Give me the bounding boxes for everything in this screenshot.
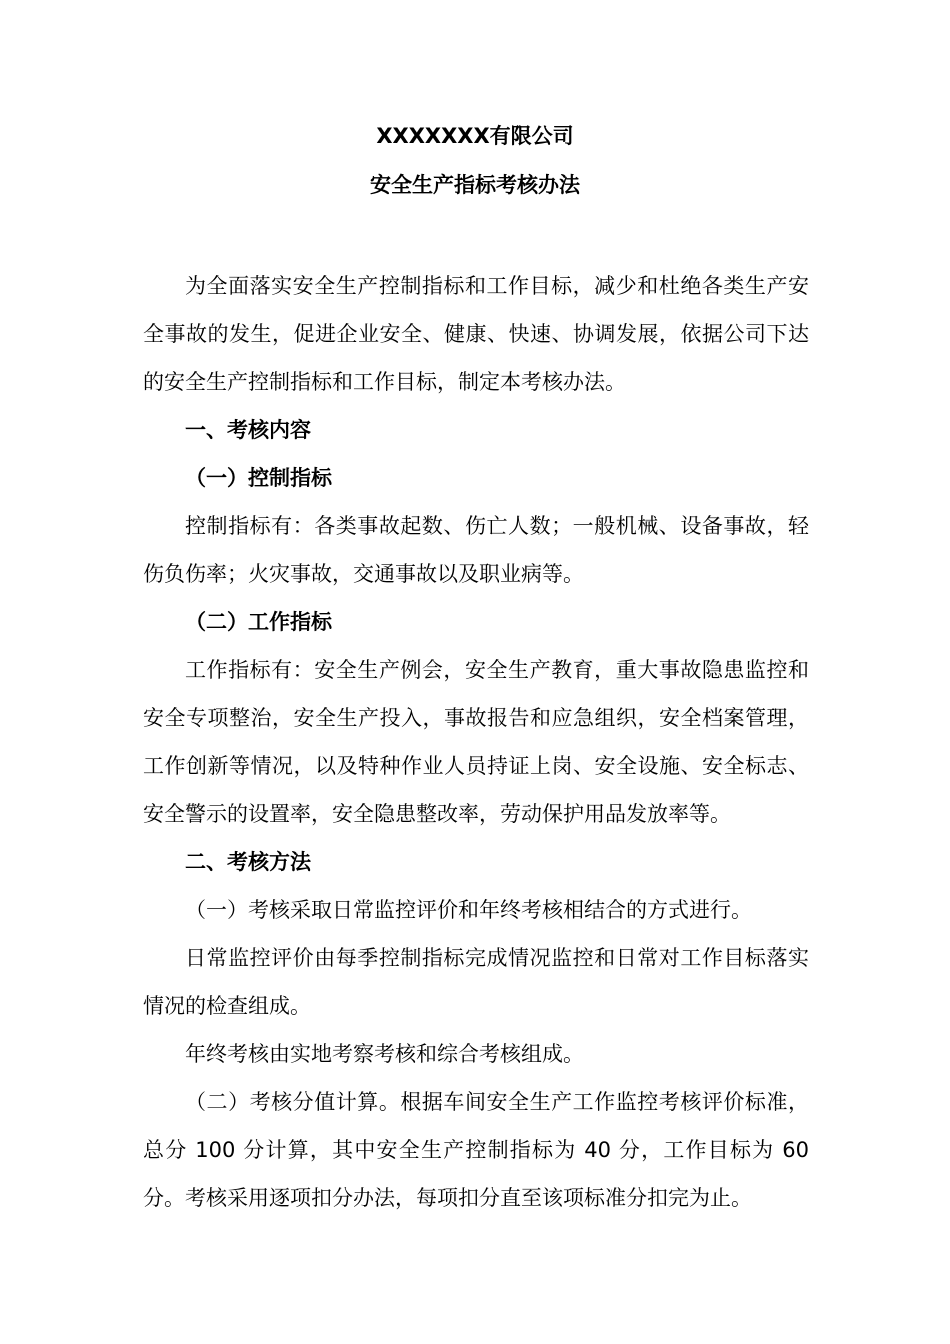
subsection-1-1-text: 控制指标有：各类事故起数、伤亡人数；一般机械、设备事故，轻伤负伤率；火灾事故，交通事故以及职业病等。 <box>143 514 809 586</box>
section-2-paragraph-4: （二）考核分值计算。根据车间安全生产工作监控考核评价标准，总分 100 分计算，其中安全生产控制指标为 40 分，工作目标为 60 分。考核采用逐项扣分办法，每项扣分直至该项标准分扣完为止。 <box>143 1090 809 1210</box>
section-1-heading: 一、考核内容 <box>185 418 311 442</box>
subsection-1-2-text: 工作指标有：安全生产例会，安全生产教育，重大事故隐患监控和安全专项整治，安全生产投入，事故报告和应急组织，安全档案管理，工作创新等情况，以及特种作业人员持证上岗、安全设施、安全标志、安全警示的设置率，安全隐患整改率，劳动保护用品发放率等。 <box>143 658 809 826</box>
section-2-heading: 二、考核方法 <box>185 850 311 874</box>
subsection-1-2-heading: （二）工作指标 <box>185 610 332 634</box>
section-2-paragraph-3: 年终考核由实地考察考核和综合考核组成。 <box>185 1042 584 1066</box>
document-title: 安全生产指标考核办法 <box>370 173 580 197</box>
subsection-1-1-heading: （一）控制指标 <box>185 466 332 490</box>
intro-paragraph: 为全面落实安全生产控制指标和工作目标，减少和杜绝各类生产安全事故的发生，促进企业安全、健康、快速、协调发展，依据公司下达的安全生产控制指标和工作目标，制定本考核办法。 <box>143 274 809 394</box>
section-2-paragraph-1: （一）考核采取日常监控评价和年终考核相结合的方式进行。 <box>185 898 752 922</box>
section-2-paragraph-2: 日常监控评价由每季控制指标完成情况监控和日常对工作目标落实情况的检查组成。 <box>143 946 809 1018</box>
company-title: XXXXXXX有限公司 <box>376 124 574 148</box>
document-body <box>143 262 809 1222</box>
